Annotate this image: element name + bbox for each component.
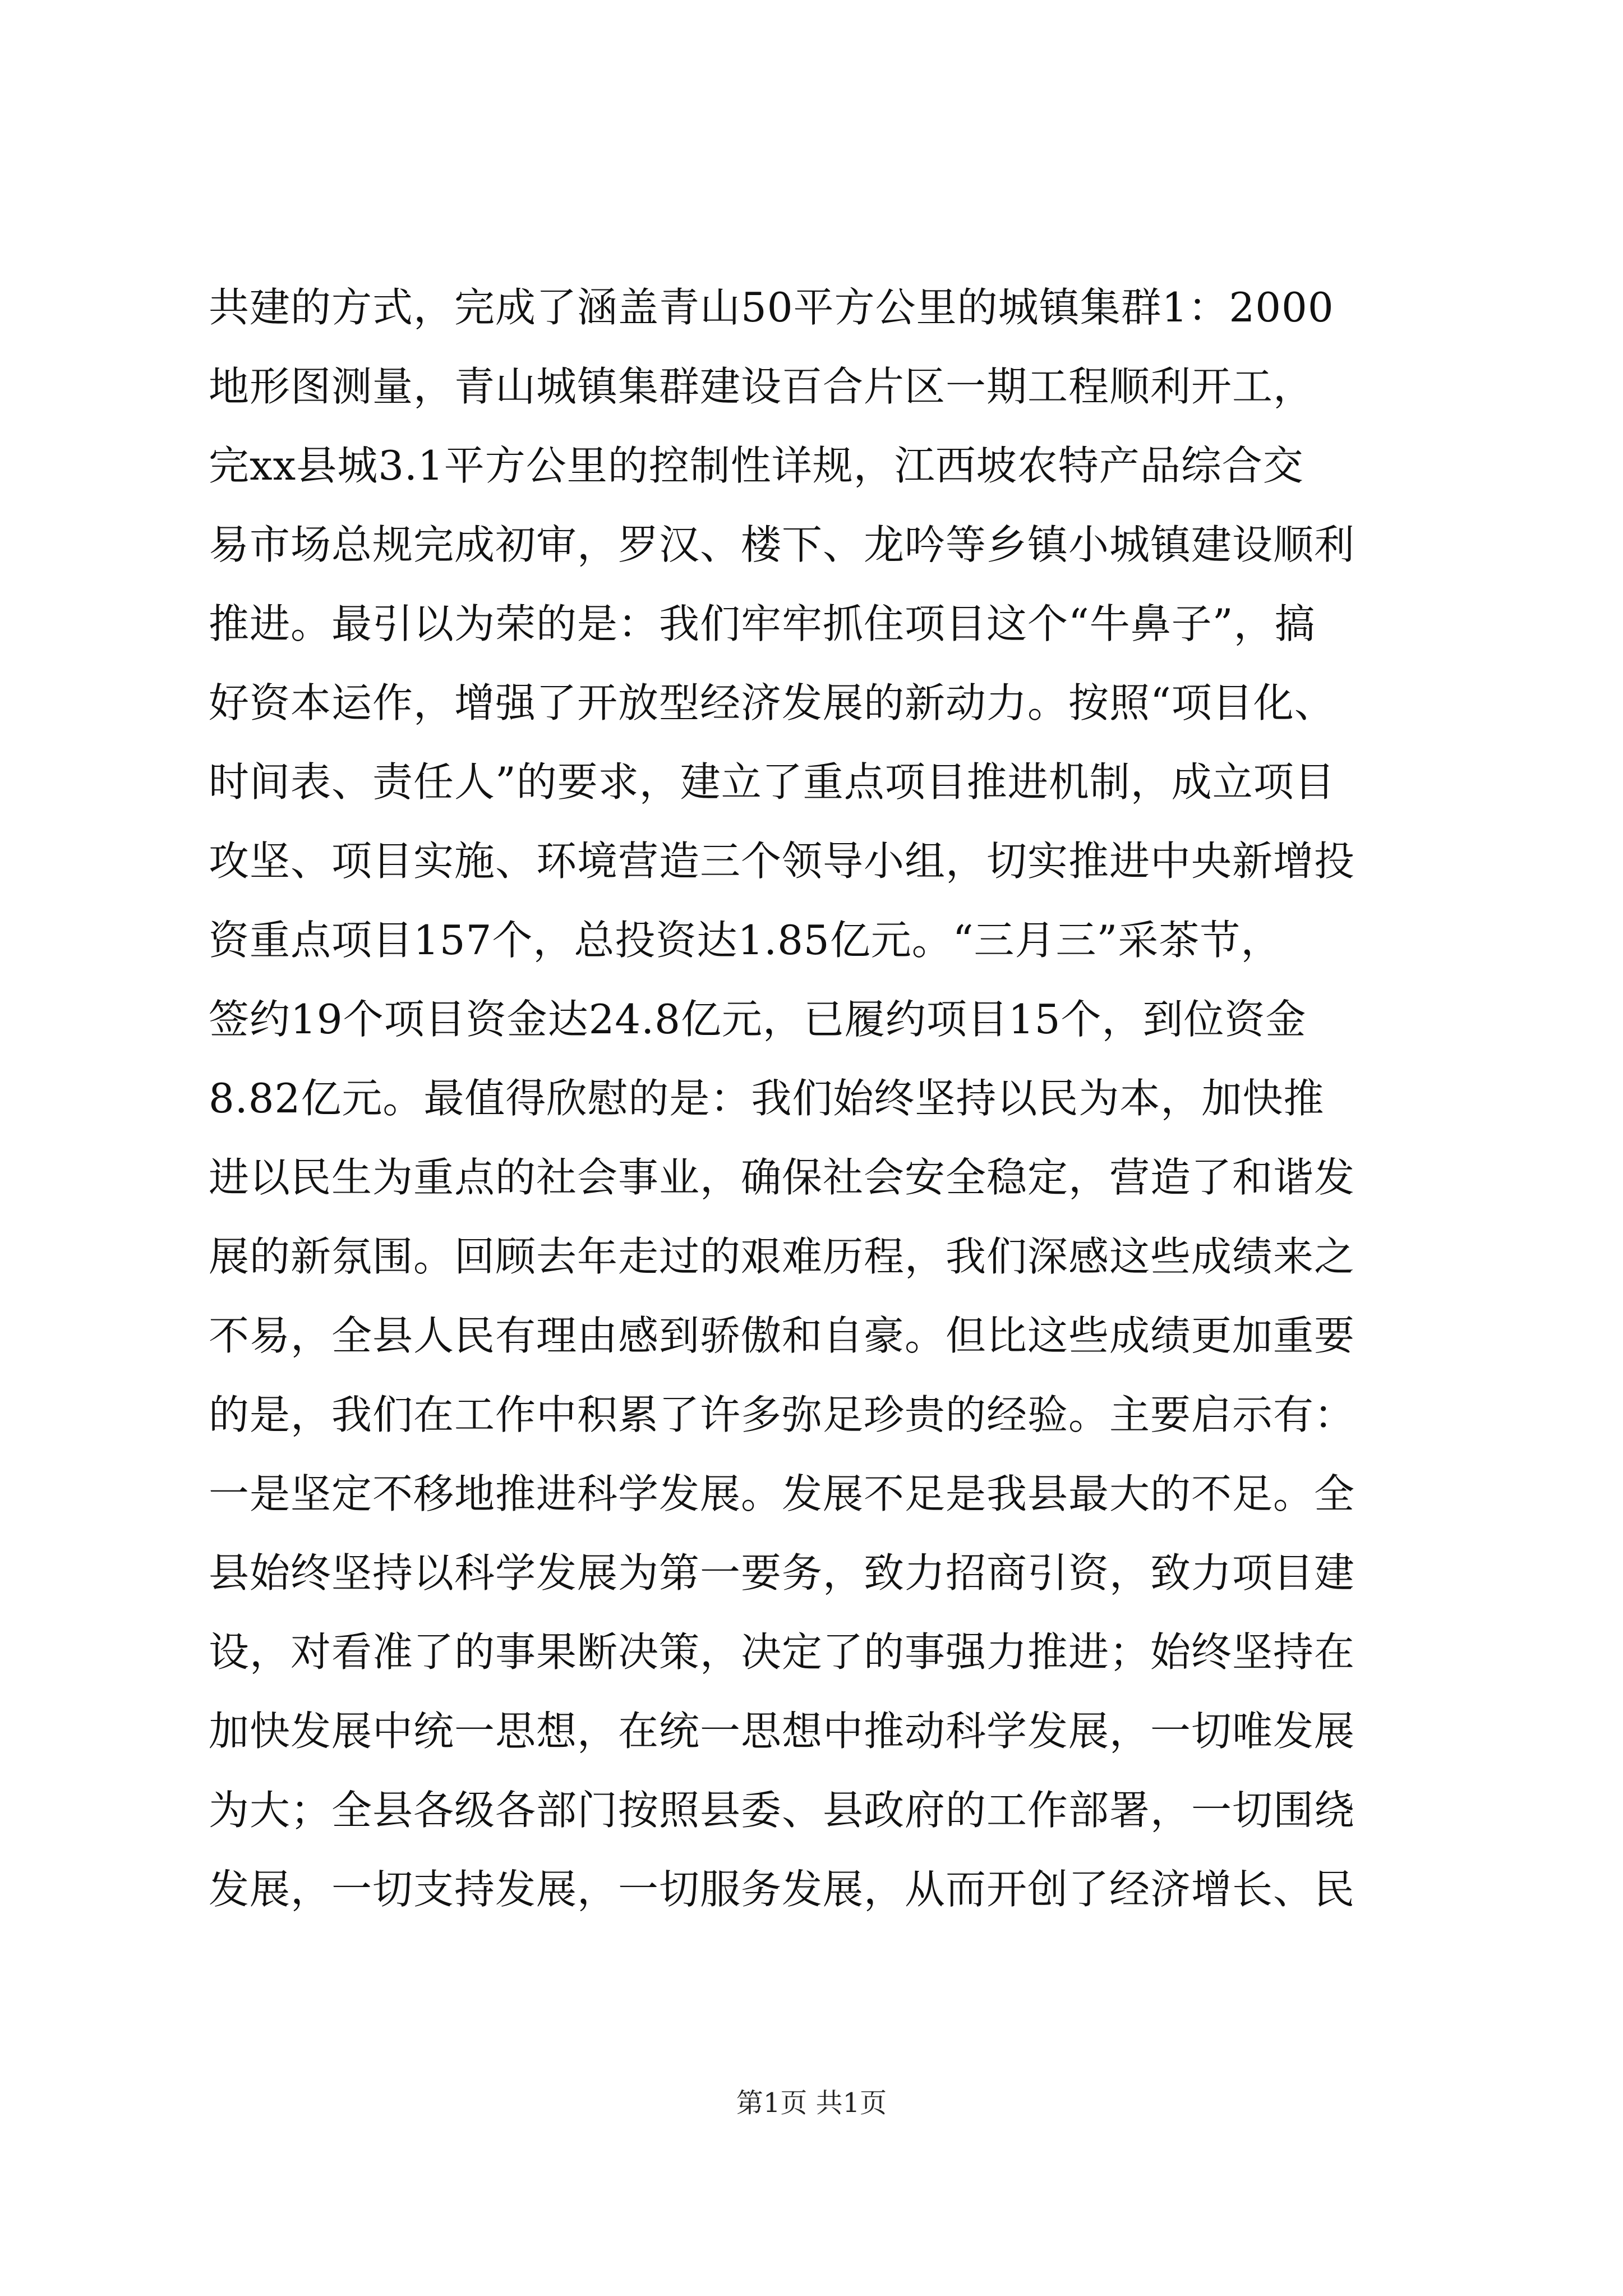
text-line: 为大；全县各级各部门按照县委、县政府的工作部署，一切围绕 xyxy=(209,1787,1355,1834)
text-line: 完xx县城3.1平方公里的控制性详规，江西坡农特产品综合交 xyxy=(209,442,1304,489)
text-line: 设，对看准了的事果断决策，决定了的事强力推进；始终坚持在 xyxy=(209,1628,1355,1676)
text-line: 展的新氛围。回顾去年走过的艰难历程，我们深感这些成绩来之 xyxy=(209,1233,1355,1280)
text-line: 的是，我们在工作中积累了许多弥足珍贵的经验。主要启示有： xyxy=(209,1391,1355,1438)
text-line: 发展，一切支持发展，一切服务发展，从而开创了经济增长、民 xyxy=(209,1866,1355,1913)
text-line: 易市场总规完成初审，罗汉、楼下、龙吟等乡镇小城镇建设顺利 xyxy=(209,521,1355,568)
body-text xyxy=(209,268,1420,1929)
text-line: 推进。最引以为荣的是：我们牢牢抓住项目这个“牛鼻子”，搞 xyxy=(209,600,1316,647)
text-line: 不易，全县人民有理由感到骄傲和自豪。但比这些成绩更加重要 xyxy=(209,1312,1355,1359)
text-line: 资重点项目157个，总投资达1.85亿元。“三月三”采茶节， xyxy=(209,917,1282,964)
text-line: 进以民生为重点的社会事业，确保社会安全稳定，营造了和谐发 xyxy=(209,1154,1355,1201)
text-line: 共建的方式，完成了涵盖青山50平方公里的城镇集群1：2000 xyxy=(209,284,1334,331)
text-line: 签约19个项目资金达24.8亿元，已履约项目15个，到位资金 xyxy=(209,996,1307,1043)
text-line: 时间表、责任人”的要求，建立了重点项目推进机制，成立项目 xyxy=(209,758,1335,806)
text-line: 一是坚定不移地推进科学发展。发展不足是我县最大的不足。全 xyxy=(209,1470,1355,1517)
text-line: 攻坚、项目实施、环境营造三个领导小组，切实推进中央新增投 xyxy=(209,838,1355,885)
text-line: 好资本运作，增强了开放型经济发展的新动力。按照“项目化、 xyxy=(209,679,1335,726)
text-line: 8.82亿元。最值得欣慰的是：我们始终坚持以民为本，加快推 xyxy=(209,1075,1325,1122)
text-line: 加快发展中统一思想，在统一思想中推动科学发展，一切唯发展 xyxy=(209,1708,1355,1755)
text-line: 县始终坚持以科学发展为第一要务，致力招商引资，致力项目建 xyxy=(209,1549,1355,1596)
text-line: 地形图测量，青山城镇集群建设百合片区一期工程顺利开工， xyxy=(209,363,1315,410)
page-footer: 第1页 共1页 xyxy=(736,2087,887,2119)
